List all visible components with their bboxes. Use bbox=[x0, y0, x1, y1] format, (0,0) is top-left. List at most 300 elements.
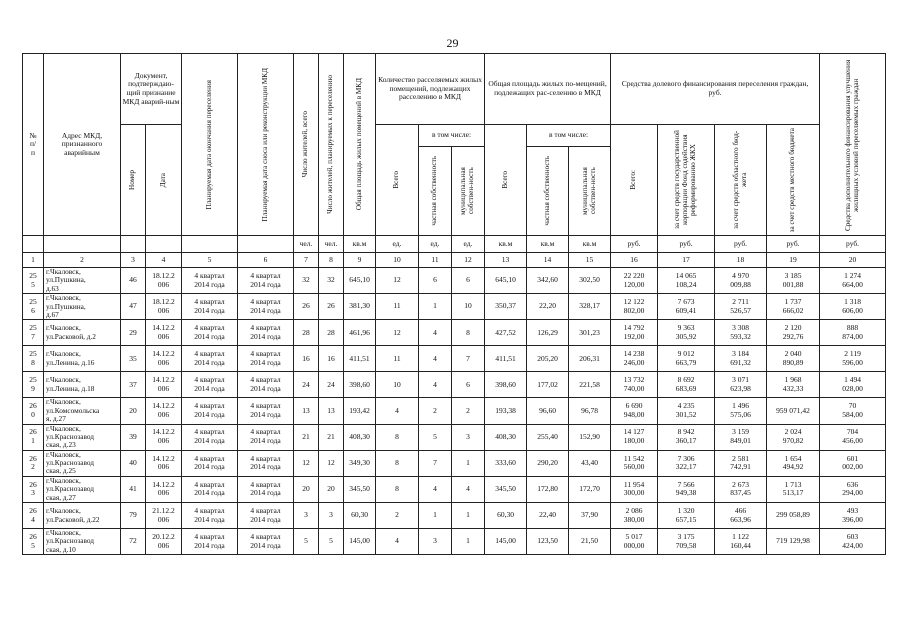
column-number: 16 bbox=[611, 253, 658, 268]
row-area-total: 350,37 bbox=[485, 294, 527, 320]
row-fund-total: 11 954 300,00 bbox=[611, 476, 658, 502]
row-area-municipal: 301,23 bbox=[569, 320, 611, 346]
row-doc-date: 14.12.2 006 bbox=[146, 372, 182, 398]
header-fund-regional-text: за счет средств областного бюд-жета bbox=[731, 130, 748, 230]
row-area-private: 22,20 bbox=[527, 294, 569, 320]
row-rooms-municipal: 3 bbox=[452, 424, 485, 450]
row-doc-date: 18.12.2 006 bbox=[146, 268, 182, 294]
header-planned-end-date bbox=[182, 54, 238, 236]
row-fund-local: 1 968 432,33 bbox=[767, 372, 820, 398]
row-total-area: 193,42 bbox=[344, 398, 376, 424]
header-rooms-private-text: частная собственность bbox=[430, 156, 439, 226]
row-fund-reform: 9 012 663,79 bbox=[658, 346, 715, 372]
row-fund-regional: 2 673 837,45 bbox=[715, 476, 767, 502]
header-rooms-total-text: Всего bbox=[392, 171, 401, 189]
row-address: г.Чкаловск, ул.Пушкина, д.63 bbox=[44, 268, 121, 294]
row-fund-regional: 3 308 593,32 bbox=[715, 320, 767, 346]
row-doc-number: 47 bbox=[121, 294, 146, 320]
header-doc-date bbox=[146, 125, 182, 236]
row-rooms-total: 8 bbox=[376, 450, 419, 476]
row-doc-number: 29 bbox=[121, 320, 146, 346]
row-residents-planned: 24 bbox=[319, 372, 344, 398]
row-area-total: 345,50 bbox=[485, 476, 527, 502]
column-number: 12 bbox=[452, 253, 485, 268]
header-total-area-text: Общая площадь жилых помещений в МКД bbox=[354, 78, 363, 211]
row-doc-date: 14.12.2 006 bbox=[146, 476, 182, 502]
row-rooms-private: 4 bbox=[419, 346, 452, 372]
column-number: 17 bbox=[658, 253, 715, 268]
row-fund-reform: 8 692 683,69 bbox=[658, 372, 715, 398]
unit-cell: кв.м bbox=[485, 236, 527, 253]
row-area-total: 333,60 bbox=[485, 450, 527, 476]
row-address: г.Чкаловск, ул.Комсомольска я, д.27 bbox=[44, 398, 121, 424]
row-area-total: 645,10 bbox=[485, 268, 527, 294]
unit-cell: ед. bbox=[419, 236, 452, 253]
row-total-area: 349,30 bbox=[344, 450, 376, 476]
row-demolition-date: 4 квартал 2014 года bbox=[238, 398, 294, 424]
row-area-private: 172,80 bbox=[527, 476, 569, 502]
row-fund-additional: 493 396,00 bbox=[820, 503, 886, 529]
row-area-total: 60,30 bbox=[485, 503, 527, 529]
row-fund-regional: 1 496 575,06 bbox=[715, 398, 767, 424]
table-row bbox=[23, 476, 886, 502]
row-demolition-date: 4 квартал 2014 года bbox=[238, 503, 294, 529]
column-number: 19 bbox=[767, 253, 820, 268]
header-fund-local bbox=[767, 125, 820, 236]
row-area-municipal: 37,90 bbox=[569, 503, 611, 529]
header-area-private-text: частная собственность bbox=[542, 156, 551, 226]
unit-cell: руб. bbox=[767, 236, 820, 253]
row-rooms-total: 12 bbox=[376, 320, 419, 346]
header-doc-number-text: Номер bbox=[128, 170, 137, 190]
row-demolition-date: 4 квартал 2014 года bbox=[238, 529, 294, 555]
row-number: 26 5 bbox=[23, 529, 44, 555]
row-rooms-municipal: 1 bbox=[452, 503, 485, 529]
header-area-total-text: Всего bbox=[500, 171, 509, 189]
row-total-area: 345,50 bbox=[344, 476, 376, 502]
row-residents-total: 32 bbox=[294, 268, 319, 294]
row-end-date: 4 квартал 2014 года bbox=[182, 372, 238, 398]
table-row bbox=[23, 346, 886, 372]
row-fund-reform: 8 942 360,17 bbox=[658, 424, 715, 450]
header-rooms-private bbox=[419, 147, 452, 236]
unit-cell: ед. bbox=[452, 236, 485, 253]
column-number: 9 bbox=[344, 253, 376, 268]
row-end-date: 4 квартал 2014 года bbox=[182, 398, 238, 424]
column-number: 10 bbox=[376, 253, 419, 268]
row-fund-local: 1 654 494,92 bbox=[767, 450, 820, 476]
unit-cell: кв.м bbox=[569, 236, 611, 253]
row-area-private: 255,40 bbox=[527, 424, 569, 450]
row-fund-regional: 3 159 849,01 bbox=[715, 424, 767, 450]
row-demolition-date: 4 квартал 2014 года bbox=[238, 268, 294, 294]
row-area-municipal: 206,31 bbox=[569, 346, 611, 372]
row-total-area: 60,30 bbox=[344, 503, 376, 529]
row-fund-additional: 603 424,00 bbox=[820, 529, 886, 555]
row-rooms-municipal: 8 bbox=[452, 320, 485, 346]
row-doc-date: 14.12.2 006 bbox=[146, 398, 182, 424]
row-rooms-private: 1 bbox=[419, 503, 452, 529]
row-residents-planned: 20 bbox=[319, 476, 344, 502]
column-number: 20 bbox=[820, 253, 886, 268]
row-fund-reform: 1 320 657,15 bbox=[658, 503, 715, 529]
row-rooms-private: 4 bbox=[419, 320, 452, 346]
row-fund-regional: 3 184 691,32 bbox=[715, 346, 767, 372]
header-area-group: Общая площадь жилых по-мещений, подлежащих рас-селению в МКД bbox=[485, 54, 611, 125]
units-row bbox=[23, 236, 886, 253]
row-residents-total: 24 bbox=[294, 372, 319, 398]
row-demolition-date: 4 квартал 2014 года bbox=[238, 450, 294, 476]
row-fund-reform: 7 566 949,38 bbox=[658, 476, 715, 502]
row-rooms-total: 4 bbox=[376, 398, 419, 424]
header-additional-funding bbox=[820, 54, 886, 236]
row-residents-planned: 21 bbox=[319, 424, 344, 450]
row-fund-additional: 2 119 596,00 bbox=[820, 346, 886, 372]
column-number: 8 bbox=[319, 253, 344, 268]
row-doc-number: 79 bbox=[121, 503, 146, 529]
row-area-municipal: 43,40 bbox=[569, 450, 611, 476]
row-rooms-private: 4 bbox=[419, 476, 452, 502]
row-fund-reform: 14 065 108,24 bbox=[658, 268, 715, 294]
row-doc-number: 72 bbox=[121, 529, 146, 555]
row-fund-regional: 1 122 160,44 bbox=[715, 529, 767, 555]
row-number: 25 7 bbox=[23, 320, 44, 346]
row-area-private: 177,02 bbox=[527, 372, 569, 398]
row-number: 26 2 bbox=[23, 450, 44, 476]
row-rooms-private: 6 bbox=[419, 268, 452, 294]
row-fund-total: 22 220 120,00 bbox=[611, 268, 658, 294]
row-residents-planned: 16 bbox=[319, 346, 344, 372]
header-planned-end-date-text: Планируемая дата окончания переселения bbox=[204, 79, 213, 210]
row-residents-planned: 5 bbox=[319, 529, 344, 555]
row-residents-planned: 3 bbox=[319, 503, 344, 529]
row-fund-reform: 9 363 305,92 bbox=[658, 320, 715, 346]
row-residents-planned: 12 bbox=[319, 450, 344, 476]
row-area-municipal: 221,58 bbox=[569, 372, 611, 398]
row-number: 26 4 bbox=[23, 503, 44, 529]
row-fund-additional: 601 002,00 bbox=[820, 450, 886, 476]
header-fund-regional bbox=[715, 125, 767, 236]
unit-cell: чел. bbox=[294, 236, 319, 253]
header-residents-total-text: Число жителей, всего bbox=[301, 111, 310, 178]
row-fund-additional: 888 874,00 bbox=[820, 320, 886, 346]
unit-cell: руб. bbox=[611, 236, 658, 253]
row-end-date: 4 квартал 2014 года bbox=[182, 320, 238, 346]
row-fund-local: 719 129,98 bbox=[767, 529, 820, 555]
row-number: 25 6 bbox=[23, 294, 44, 320]
row-rooms-private: 2 bbox=[419, 398, 452, 424]
row-area-municipal: 21,50 bbox=[569, 529, 611, 555]
row-fund-total: 6 690 948,00 bbox=[611, 398, 658, 424]
table-row bbox=[23, 398, 886, 424]
row-demolition-date: 4 квартал 2014 года bbox=[238, 320, 294, 346]
unit-cell: руб. bbox=[820, 236, 886, 253]
table-row bbox=[23, 268, 886, 294]
row-doc-date: 21.12.2 006 bbox=[146, 503, 182, 529]
row-fund-local: 3 185 001,88 bbox=[767, 268, 820, 294]
row-end-date: 4 квартал 2014 года bbox=[182, 268, 238, 294]
row-residents-total: 3 bbox=[294, 503, 319, 529]
row-doc-number: 39 bbox=[121, 424, 146, 450]
row-fund-additional: 70 584,00 bbox=[820, 398, 886, 424]
row-fund-total: 14 792 192,00 bbox=[611, 320, 658, 346]
header-doc-date-text: Дата bbox=[158, 172, 167, 188]
row-demolition-date: 4 квартал 2014 года bbox=[238, 294, 294, 320]
row-rooms-municipal: 1 bbox=[452, 529, 485, 555]
column-number: 18 bbox=[715, 253, 767, 268]
row-address: г.Чкаловск, ул.Краснозавод ская, д.10 bbox=[44, 529, 121, 555]
row-end-date: 4 квартал 2014 года bbox=[182, 529, 238, 555]
row-area-municipal: 152,90 bbox=[569, 424, 611, 450]
header-fund-total bbox=[611, 125, 658, 236]
header-doc-number bbox=[121, 125, 146, 236]
row-address: г.Чкаловск, ул.Расковой, д.2 bbox=[44, 320, 121, 346]
row-fund-total: 2 086 380,00 bbox=[611, 503, 658, 529]
row-rooms-total: 8 bbox=[376, 424, 419, 450]
row-rooms-private: 3 bbox=[419, 529, 452, 555]
row-rooms-municipal: 6 bbox=[452, 372, 485, 398]
unit-cell: кв.м bbox=[344, 236, 376, 253]
row-area-private: 96,60 bbox=[527, 398, 569, 424]
table-row bbox=[23, 320, 886, 346]
row-doc-date: 14.12.2 006 bbox=[146, 346, 182, 372]
row-fund-reform: 7 673 609,41 bbox=[658, 294, 715, 320]
row-area-private: 342,60 bbox=[527, 268, 569, 294]
header-area-municipal bbox=[569, 147, 611, 236]
row-end-date: 4 квартал 2014 года bbox=[182, 476, 238, 502]
row-area-total: 427,52 bbox=[485, 320, 527, 346]
column-number: 7 bbox=[294, 253, 319, 268]
header-planned-demolition-date-text: Планируемая дата сноса или реконструкции МКД bbox=[260, 67, 269, 222]
row-fund-regional: 2 581 742,91 bbox=[715, 450, 767, 476]
row-demolition-date: 4 квартал 2014 года bbox=[238, 476, 294, 502]
row-doc-date: 14.12.2 006 bbox=[146, 450, 182, 476]
row-total-area: 408,30 bbox=[344, 424, 376, 450]
column-number: 3 bbox=[121, 253, 146, 268]
row-fund-additional: 1 318 606,00 bbox=[820, 294, 886, 320]
table-row bbox=[23, 424, 886, 450]
row-residents-total: 5 bbox=[294, 529, 319, 555]
unit-cell: ед. bbox=[376, 236, 419, 253]
row-fund-total: 11 542 560,00 bbox=[611, 450, 658, 476]
row-rooms-municipal: 10 bbox=[452, 294, 485, 320]
header-document: Документ, подтверждаю-щий признание МКД аварий-ным bbox=[121, 54, 182, 125]
header-area-municipal-text: муниципальная собствен-ность bbox=[580, 167, 597, 216]
row-number: 25 9 bbox=[23, 372, 44, 398]
row-rooms-total: 10 bbox=[376, 372, 419, 398]
header-rooms-including: в том числе: bbox=[419, 125, 485, 147]
row-area-private: 126,29 bbox=[527, 320, 569, 346]
row-fund-total: 13 732 740,00 bbox=[611, 372, 658, 398]
row-residents-planned: 13 bbox=[319, 398, 344, 424]
header-area-total bbox=[485, 125, 527, 236]
header-rooms-total bbox=[376, 125, 419, 236]
row-rooms-municipal: 4 bbox=[452, 476, 485, 502]
row-residents-total: 28 bbox=[294, 320, 319, 346]
row-area-municipal: 328,17 bbox=[569, 294, 611, 320]
row-rooms-municipal: 2 bbox=[452, 398, 485, 424]
row-number: 26 1 bbox=[23, 424, 44, 450]
row-number: 26 0 bbox=[23, 398, 44, 424]
header-funding-group: Средства долевого финансирования переселения граждан, руб. bbox=[611, 54, 820, 125]
row-total-area: 645,10 bbox=[344, 268, 376, 294]
row-doc-date: 14.12.2 006 bbox=[146, 424, 182, 450]
header-fund-reform bbox=[658, 125, 715, 236]
row-total-area: 461,96 bbox=[344, 320, 376, 346]
row-doc-number: 41 bbox=[121, 476, 146, 502]
column-numbers-row bbox=[23, 253, 886, 268]
row-rooms-private: 4 bbox=[419, 372, 452, 398]
table-row bbox=[23, 503, 886, 529]
header-rooms-municipal-text: муниципальная собствен-ность bbox=[459, 167, 476, 216]
header-fund-reform-text: за счет средств государственной корпорации Фонд содействия реформированию ЖКХ bbox=[673, 130, 697, 230]
row-rooms-private: 7 bbox=[419, 450, 452, 476]
row-demolition-date: 4 квартал 2014 года bbox=[238, 372, 294, 398]
row-address: г.Чкаловск, ул.Краснозавод ская, д.25 bbox=[44, 450, 121, 476]
row-fund-reform: 3 175 709,58 bbox=[658, 529, 715, 555]
header-area-including: в том числе: bbox=[527, 125, 611, 147]
row-end-date: 4 квартал 2014 года bbox=[182, 346, 238, 372]
row-address: г.Чкаловск, ул.Краснозавод ская, д.27 bbox=[44, 476, 121, 502]
row-fund-regional: 3 071 623,98 bbox=[715, 372, 767, 398]
row-rooms-municipal: 1 bbox=[452, 450, 485, 476]
row-fund-regional: 2 711 526,57 bbox=[715, 294, 767, 320]
unit-cell: чел. bbox=[319, 236, 344, 253]
row-total-area: 381,30 bbox=[344, 294, 376, 320]
row-fund-additional: 704 456,00 bbox=[820, 424, 886, 450]
row-rooms-municipal: 6 bbox=[452, 268, 485, 294]
row-total-area: 411,51 bbox=[344, 346, 376, 372]
row-residents-planned: 26 bbox=[319, 294, 344, 320]
row-number: 26 3 bbox=[23, 476, 44, 502]
header-planned-demolition-date bbox=[238, 54, 294, 236]
header-additional-funding-text: Средства дополнительного финансирования улучшения жилищных условий переселяемых граждан bbox=[843, 58, 860, 231]
row-end-date: 4 квартал 2014 года bbox=[182, 294, 238, 320]
row-rooms-total: 12 bbox=[376, 268, 419, 294]
row-area-municipal: 172,70 bbox=[569, 476, 611, 502]
column-number: 2 bbox=[44, 253, 121, 268]
unit-cell: кв.м bbox=[527, 236, 569, 253]
row-area-total: 411,51 bbox=[485, 346, 527, 372]
unit-cell: руб. bbox=[658, 236, 715, 253]
row-area-private: 205,20 bbox=[527, 346, 569, 372]
header-area-private bbox=[527, 147, 569, 236]
row-address: г.Чкаловск, ул.Краснозавод ская, д.23 bbox=[44, 424, 121, 450]
resettlement-table bbox=[22, 53, 886, 555]
unit-cell: руб. bbox=[715, 236, 767, 253]
row-address: г.Чкаловск, ул.Пушкина, д.67 bbox=[44, 294, 121, 320]
row-residents-total: 21 bbox=[294, 424, 319, 450]
header-total-area bbox=[344, 54, 376, 236]
row-fund-local: 1 713 513,17 bbox=[767, 476, 820, 502]
row-area-total: 145,00 bbox=[485, 529, 527, 555]
row-area-total: 398,60 bbox=[485, 372, 527, 398]
table-row bbox=[23, 372, 886, 398]
row-fund-reform: 4 235 301,52 bbox=[658, 398, 715, 424]
row-doc-date: 20.12.2 006 bbox=[146, 529, 182, 555]
row-fund-local: 2 024 970,82 bbox=[767, 424, 820, 450]
column-number: 4 bbox=[146, 253, 182, 268]
header-address: Адрес МКД, признанного аварийным bbox=[44, 54, 121, 236]
row-fund-additional: 1 274 664,00 bbox=[820, 268, 886, 294]
row-end-date: 4 квартал 2014 года bbox=[182, 424, 238, 450]
header-fund-local-text: за счет средств местного бюджета bbox=[788, 127, 797, 233]
header-rooms-municipal bbox=[452, 147, 485, 236]
row-address: г.Чкаловск, ул.Ленина, д.16 bbox=[44, 346, 121, 372]
row-end-date: 4 квартал 2014 года bbox=[182, 450, 238, 476]
row-residents-total: 12 bbox=[294, 450, 319, 476]
header-rooms-group: Количество расселяемых жилых помещений, подлежащих расселению в МКД bbox=[376, 54, 485, 125]
row-fund-total: 12 122 802,00 bbox=[611, 294, 658, 320]
row-fund-total: 14 238 246,00 bbox=[611, 346, 658, 372]
row-fund-local: 1 737 666,02 bbox=[767, 294, 820, 320]
row-area-total: 408,30 bbox=[485, 424, 527, 450]
table-body bbox=[23, 268, 886, 555]
row-fund-total: 14 127 180,00 bbox=[611, 424, 658, 450]
row-area-total: 193,38 bbox=[485, 398, 527, 424]
row-demolition-date: 4 квартал 2014 года bbox=[238, 424, 294, 450]
table-row bbox=[23, 529, 886, 555]
row-residents-total: 20 bbox=[294, 476, 319, 502]
column-number: 11 bbox=[419, 253, 452, 268]
row-residents-total: 26 bbox=[294, 294, 319, 320]
header-num: № п/ п bbox=[23, 54, 44, 236]
row-rooms-private: 1 bbox=[419, 294, 452, 320]
row-total-area: 145,00 bbox=[344, 529, 376, 555]
header-residents-total bbox=[294, 54, 319, 236]
row-doc-number: 37 bbox=[121, 372, 146, 398]
column-number: 15 bbox=[569, 253, 611, 268]
row-residents-planned: 28 bbox=[319, 320, 344, 346]
row-fund-local: 2 040 890,89 bbox=[767, 346, 820, 372]
table-row bbox=[23, 294, 886, 320]
header-residents-planned-text: Число жителей, планируемых к переселению bbox=[326, 75, 335, 214]
row-doc-date: 18.12.2 006 bbox=[146, 294, 182, 320]
header-residents-planned bbox=[319, 54, 344, 236]
row-doc-date: 14.12.2 006 bbox=[146, 320, 182, 346]
row-doc-number: 35 bbox=[121, 346, 146, 372]
row-residents-planned: 32 bbox=[319, 268, 344, 294]
row-fund-regional: 466 663,96 bbox=[715, 503, 767, 529]
row-rooms-private: 5 bbox=[419, 424, 452, 450]
row-residents-total: 16 bbox=[294, 346, 319, 372]
row-area-municipal: 96,78 bbox=[569, 398, 611, 424]
row-number: 25 8 bbox=[23, 346, 44, 372]
table-row bbox=[23, 450, 886, 476]
row-doc-number: 40 bbox=[121, 450, 146, 476]
column-number: 5 bbox=[182, 253, 238, 268]
row-address: г.Чкаловск, ул.Расковой, д.22 bbox=[44, 503, 121, 529]
row-residents-total: 13 bbox=[294, 398, 319, 424]
row-doc-number: 46 bbox=[121, 268, 146, 294]
row-fund-local: 959 071,42 bbox=[767, 398, 820, 424]
row-end-date: 4 квартал 2014 года bbox=[182, 503, 238, 529]
column-number: 13 bbox=[485, 253, 527, 268]
row-fund-local: 2 120 292,76 bbox=[767, 320, 820, 346]
row-rooms-total: 2 bbox=[376, 503, 419, 529]
row-fund-total: 5 017 000,00 bbox=[611, 529, 658, 555]
column-number: 14 bbox=[527, 253, 569, 268]
row-rooms-total: 8 bbox=[376, 476, 419, 502]
column-number: 6 bbox=[238, 253, 294, 268]
row-rooms-total: 11 bbox=[376, 294, 419, 320]
row-area-private: 290,20 bbox=[527, 450, 569, 476]
row-fund-additional: 1 494 028,00 bbox=[820, 372, 886, 398]
row-rooms-total: 4 bbox=[376, 529, 419, 555]
row-area-municipal: 302,50 bbox=[569, 268, 611, 294]
row-fund-local: 299 058,89 bbox=[767, 503, 820, 529]
column-number: 1 bbox=[23, 253, 44, 268]
